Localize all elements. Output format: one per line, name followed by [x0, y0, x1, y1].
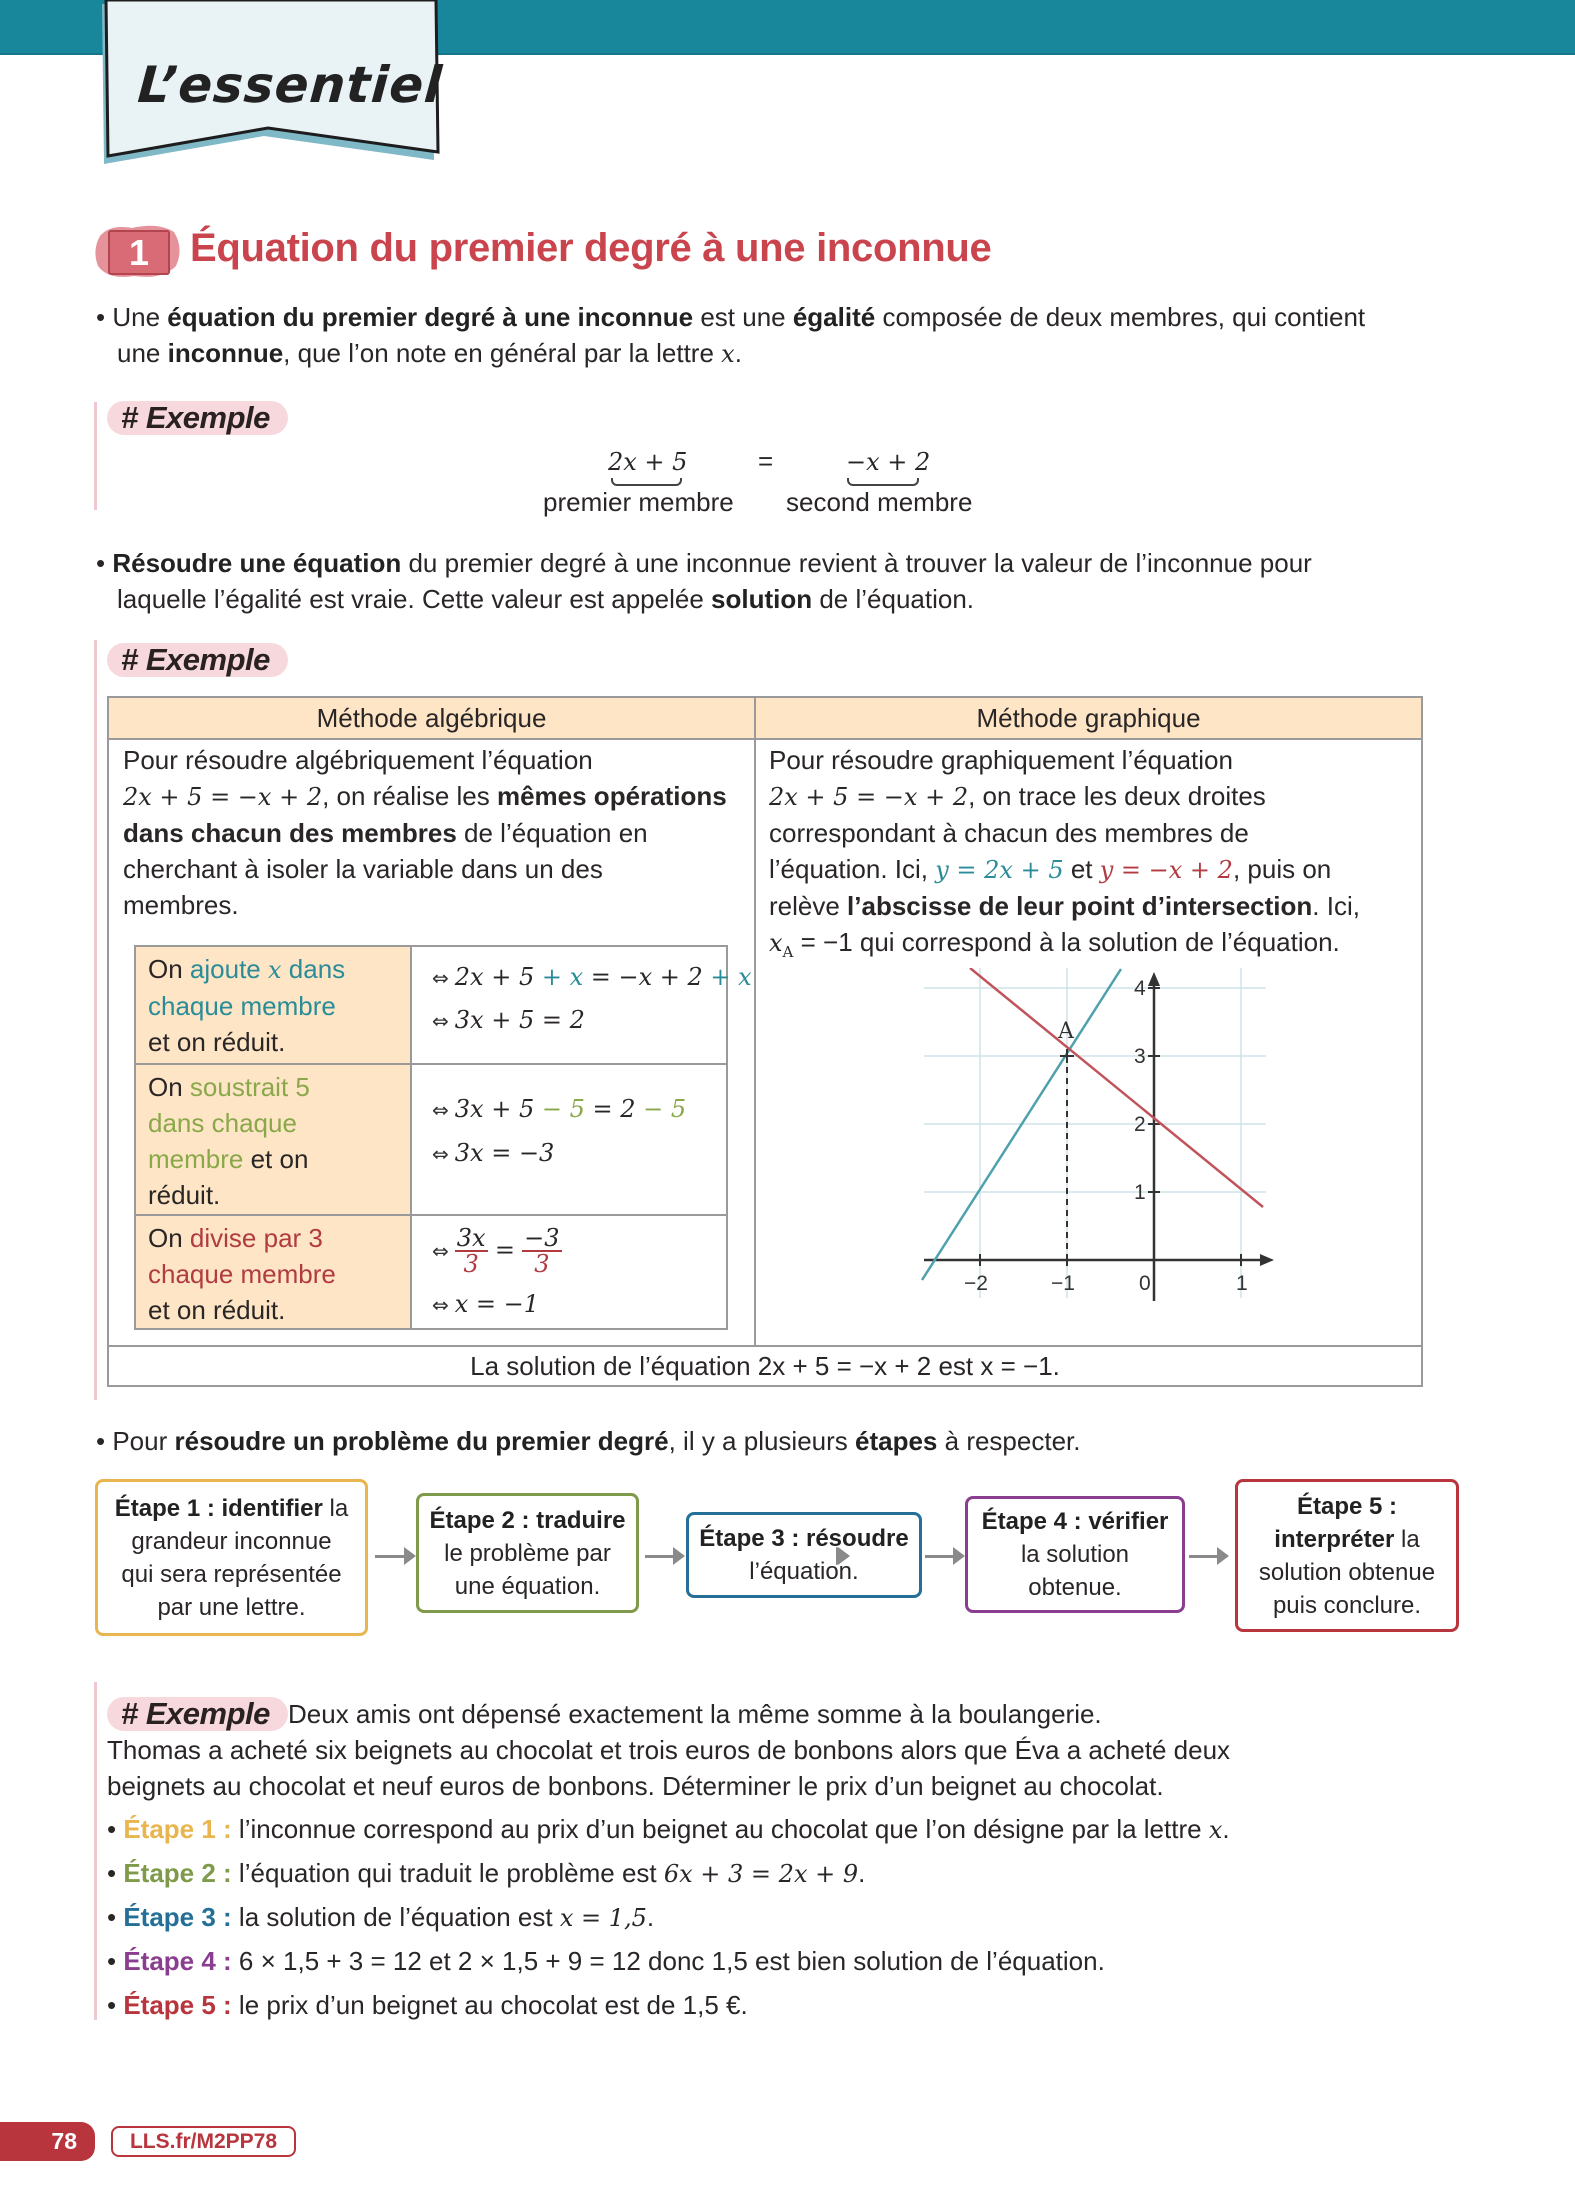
- step-equations: ⇔ $\frac{3x}{3}$ = $\frac{-3}{3}$ ⇔ x = −1: [432, 1224, 560, 1318]
- example-tag: # Exemple: [107, 643, 288, 677]
- step-equations: ⇔ 3x + 5 − 5 = 2 − 5 ⇔ 3x = −3: [432, 1095, 687, 1167]
- svg-text:−2: −2: [964, 1272, 988, 1295]
- process-step-2: Étape 2 : traduire le problème par une équation.: [416, 1493, 639, 1613]
- page-number: 78: [0, 2122, 95, 2161]
- arrow-icon: [375, 1555, 406, 1558]
- example-bar: [94, 1682, 97, 2020]
- example-bar: [94, 640, 97, 1400]
- arrow-icon: [1189, 1555, 1219, 1558]
- arrow-icon: [645, 1555, 675, 1558]
- example-step-1: • Étape 1 : l’inconnue correspond au prix d’un beignet au chocolat que l’on désigne par la lettre x.: [107, 1814, 1230, 1844]
- svg-text:1: 1: [1236, 1272, 1248, 1295]
- example-bar: [94, 402, 97, 510]
- step-description: On soustrait 5 dans chaque membre et on réduit.: [136, 1065, 412, 1214]
- example-tag: # Exemple: [107, 401, 288, 435]
- step-equations: ⇔ 2x + 5 + x = −x + 2 + x ⇔ 3x + 5 = 2: [432, 963, 752, 1034]
- example-tag: # Exemple: [107, 1697, 288, 1731]
- definition-paragraph: • Une équation du premier degré à une inconnue est une égalité composée de deux membres, qui contient une inconnue, que l’on note en général par la lettre x.: [96, 302, 1366, 368]
- section-title: Équation du premier degré à une inconnue: [190, 226, 992, 270]
- problem-paragraph: • Pour résoudre un problème du premier degré, il y a plusieurs étapes à respecter.: [96, 1426, 1081, 1456]
- arrow-icon: [925, 1555, 955, 1558]
- example-step-5: • Étape 5 : le prix d’un beignet au chocolat est de 1,5 €.: [107, 1990, 748, 2020]
- step-row: [136, 1065, 726, 1214]
- example-problem-line-2: Thomas a acheté six beignets au chocolat et trois euros de bonbons alors que Éva a acheté deux: [107, 1735, 1231, 1765]
- graphic-intro: Pour résoudre graphiquement l’équation 2x + 5 = −x + 2, on trace les deux droites correspondant à chacun des membres de l’équation. Ici, y = 2x + 5 et y = −x + 2, puis on relève l’abscisse de leur point d’intersection. Ici, $x_A = -1$ qui correspond à la solution de l’équation.: [769, 745, 1360, 962]
- bullet-dot: •: [96, 302, 113, 332]
- label-first-member: premier membre: [543, 487, 734, 517]
- banner-title: L’essentiel: [135, 56, 445, 114]
- fraction-right: $\frac{-3}{3}$: [524, 1224, 560, 1278]
- example-step-4: • Étape 4 : 6 × 1,5 + 3 = 12 et 2 × 1,5 + 9 = 12 donc 1,5 est bien solution de l’équation.: [107, 1946, 1105, 1976]
- svg-text:2: 2: [1134, 1113, 1146, 1136]
- equation-equals: =: [758, 446, 774, 476]
- solve-paragraph: • Résoudre une équation du premier degré à une inconnue revient à trouver la valeur de l’inconnue pour laquelle l’égalité est vraie. Cette valeur est appelée solution de l’équation.: [96, 548, 1312, 614]
- header-graphic: Méthode graphique: [756, 698, 1421, 740]
- step-description: On ajoute x dans chaque membre et on réduit.: [136, 947, 412, 1063]
- step-row: [136, 947, 752, 1063]
- process-step-1: Étape 1 : identifier la grandeur inconnue qui sera représentée par une lettre.: [95, 1479, 368, 1636]
- svg-text:3: 3: [1134, 1045, 1146, 1068]
- step-row: [136, 1216, 726, 1328]
- brace-right: [847, 478, 919, 486]
- bullet-dot: •: [96, 548, 113, 578]
- algebraic-intro: Pour résoudre algébriquement l’équation 2x + 5 = −x + 2, on réalise les mêmes opérations dans chacun des membres de l’équation en cherchant à isoler la variable dans un des membres.: [123, 745, 727, 920]
- svg-text:0: 0: [1139, 1272, 1151, 1295]
- page-link[interactable]: LLS.fr/M2PP78: [111, 2126, 296, 2157]
- grid: [924, 968, 1266, 1298]
- svg-text:1: 1: [1134, 1181, 1146, 1204]
- equation-left-member: 2x + 5: [608, 448, 688, 476]
- fraction-left: $\frac{3x}{3}$: [456, 1224, 486, 1278]
- process-step-4: Étape 4 : vérifier la solution obtenue.: [965, 1496, 1185, 1613]
- methods-table: [107, 696, 1423, 1387]
- example-problem-line-1: Deux amis ont dépensé exactement la même somme à la boulangerie.: [288, 1699, 1102, 1729]
- algebraic-steps-table: [134, 945, 752, 1330]
- process-step-5: Étape 5 : interpréter la solution obtenue puis conclure.: [1235, 1479, 1459, 1632]
- table-conclusion: La solution de l’équation 2x + 5 = −x + 2 est x = −1.: [470, 1351, 1060, 1381]
- label-second-member: second membre: [786, 487, 973, 517]
- header-algebraic: Méthode algébrique: [109, 698, 754, 740]
- equation-right-member: −x + 2: [846, 448, 931, 476]
- column-divider: [754, 698, 756, 1345]
- intersection-graph: [914, 968, 1374, 1313]
- example-step-2: • Étape 2 : l’équation qui traduit le problème est 6x + 3 = 2x + 9.: [107, 1858, 866, 1888]
- svg-text:−1: −1: [1051, 1272, 1075, 1295]
- point-a-label: A: [1058, 1019, 1074, 1044]
- bullet-dot: •: [96, 1426, 113, 1456]
- process-step-3: Étape 3 : résoudre l’équation.: [686, 1512, 922, 1598]
- example-step-3: • Étape 3 : la solution de l’équation est x = 1,5.: [107, 1902, 655, 1932]
- step-description: On divise par 3 chaque membre et on réduit.: [136, 1216, 412, 1328]
- svg-text:4: 4: [1134, 977, 1146, 1000]
- section-number: 1: [108, 230, 170, 275]
- line-y-minus-x-plus-2: [970, 968, 1263, 1207]
- brace-left: [611, 478, 682, 486]
- example-problem-line-3: beignets au chocolat et neuf euros de bonbons. Déterminer le prix d’un beignet au chocolat.: [107, 1771, 1164, 1801]
